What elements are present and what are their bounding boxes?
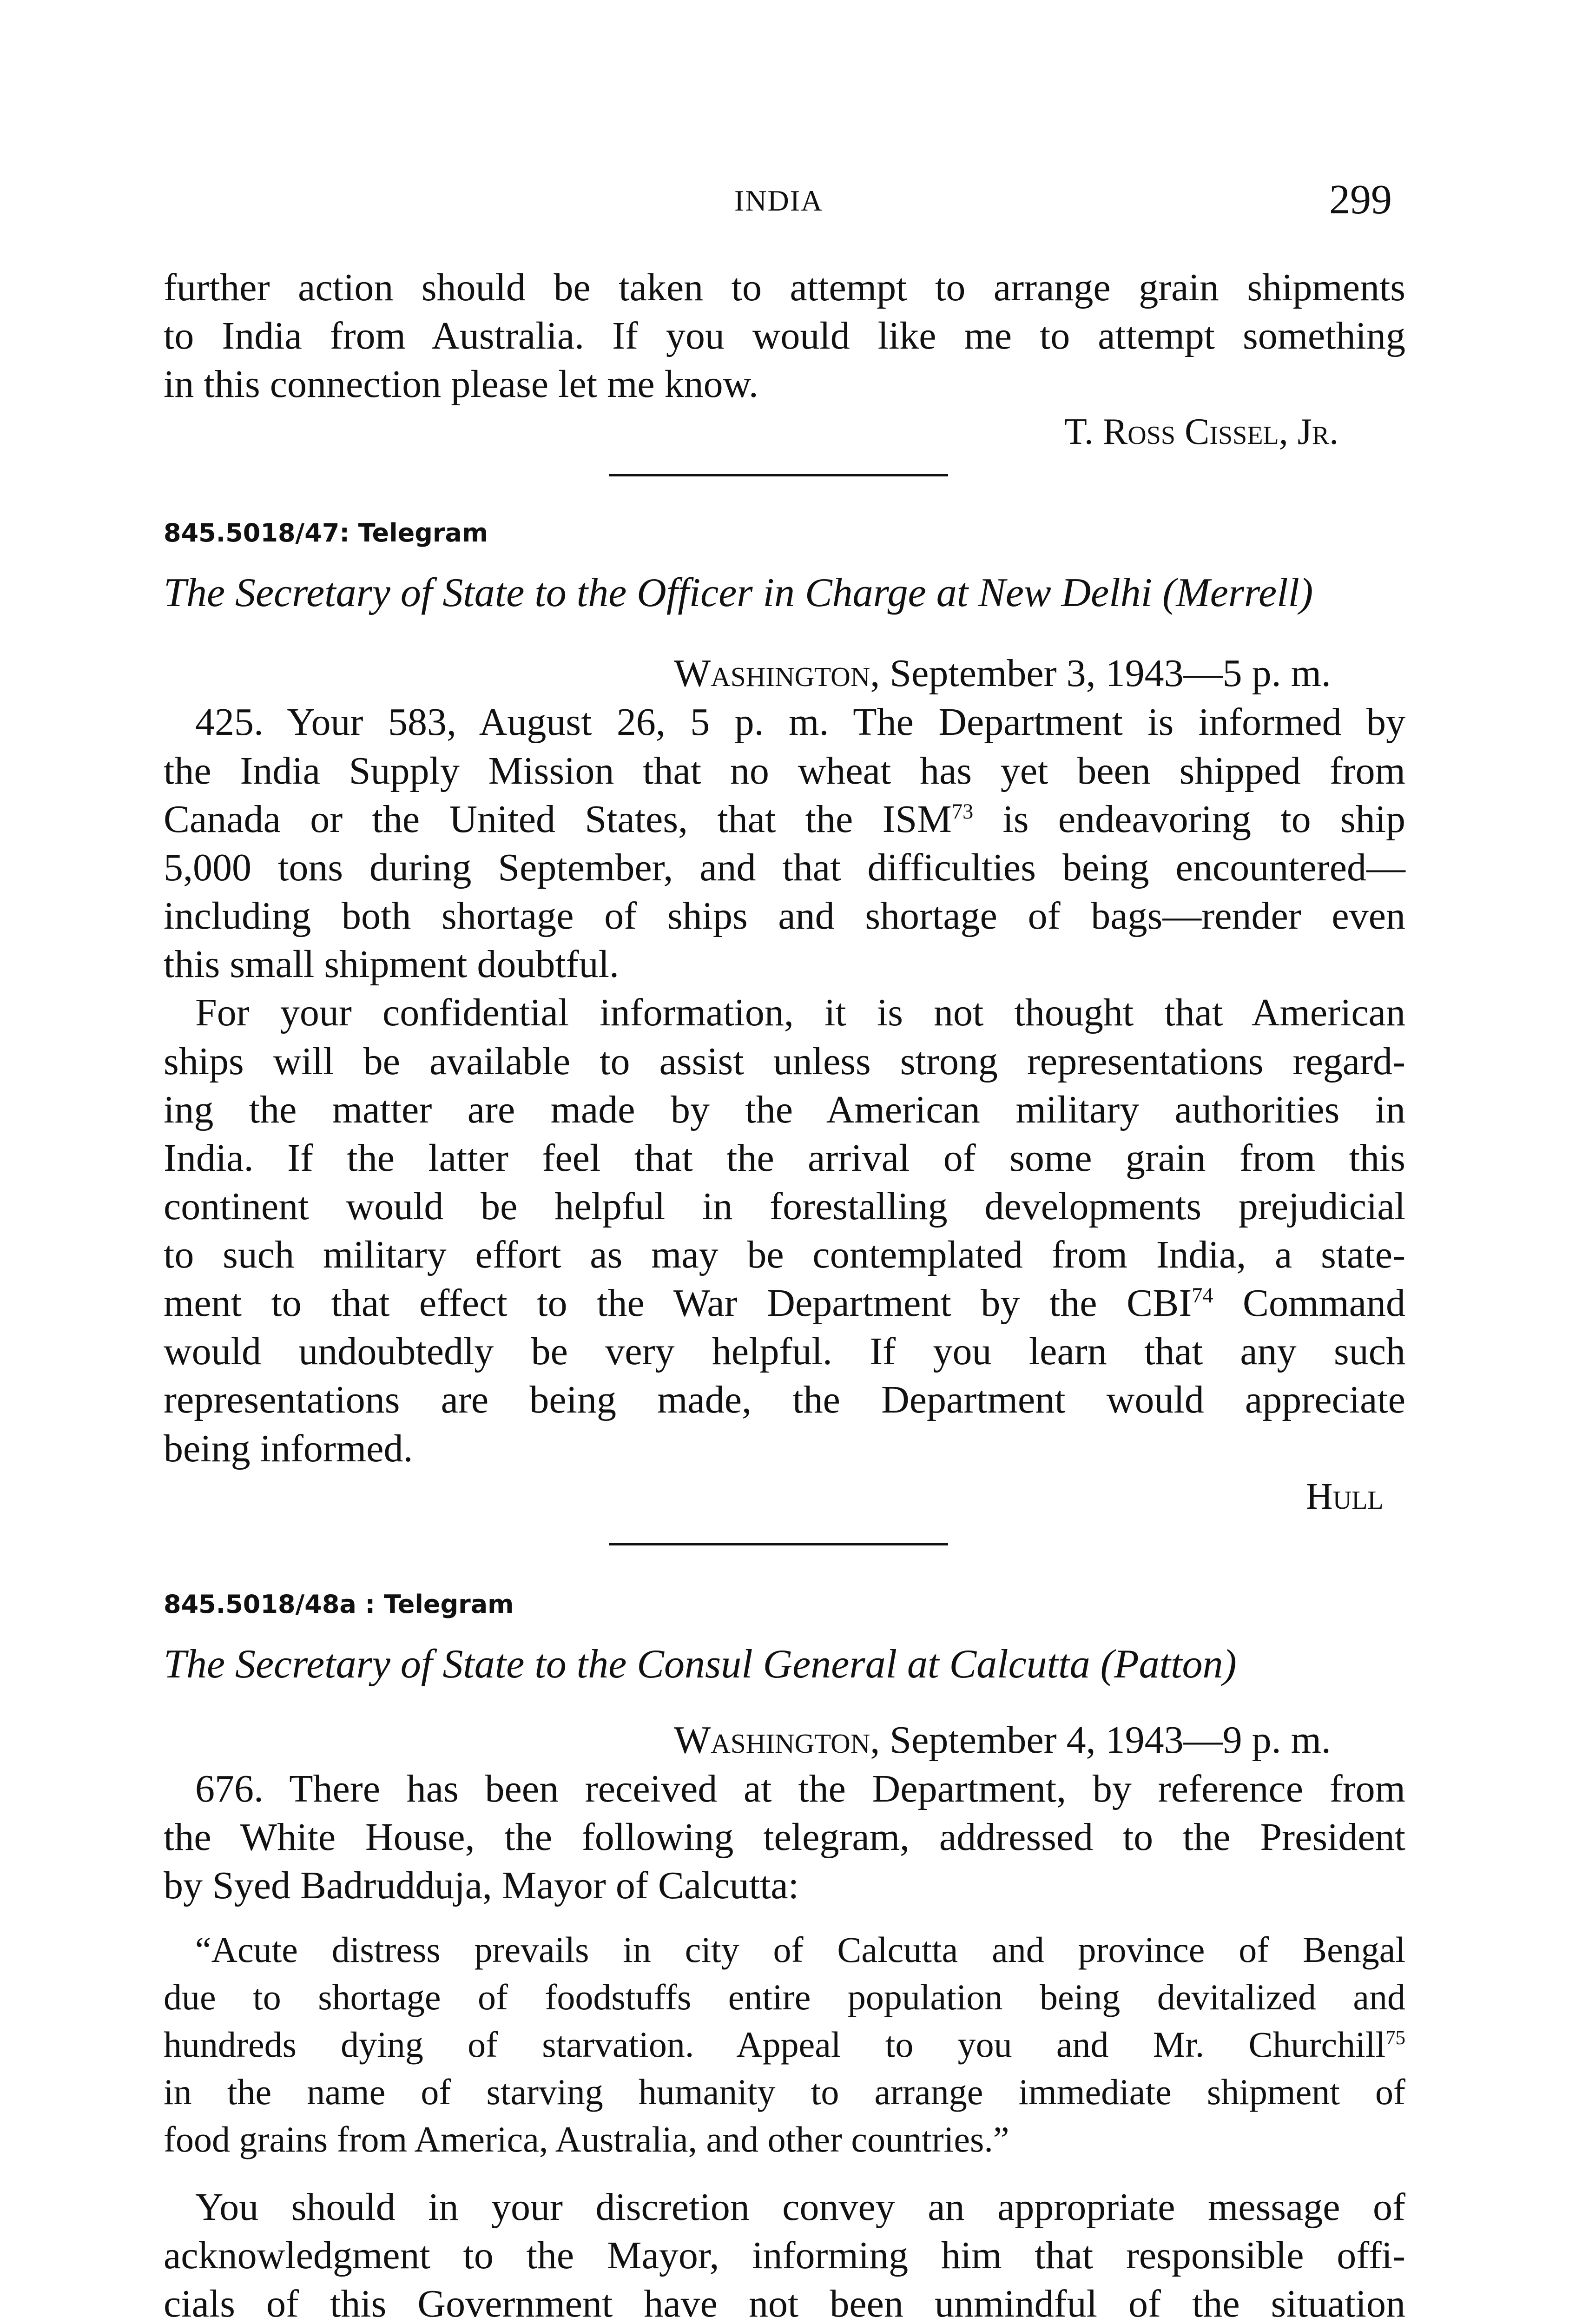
body-line: You should in your discretion convey an appropriate message of [195, 2185, 1405, 2229]
document-heading: The Secretary of State to the Consul General at Calcutta (Patton) [164, 1642, 1237, 1687]
quote-line: “Acute distress prevails in city of Calcutta and province of Bengal [195, 1929, 1405, 1970]
body-line [164, 1281, 1405, 1326]
body-line: representations are being made, the Department would appreciate [164, 1378, 1405, 1421]
quote-line [164, 2024, 1405, 2066]
section-divider [609, 1543, 948, 1545]
body-line: by Syed Badrudduja, Mayor of Calcutta: [164, 1864, 799, 1907]
body-line: continent would be helpful in forestalling developments prejudicial [164, 1185, 1405, 1228]
body-line: 5,000 tons during September, and that difficulties being encountered— [164, 846, 1405, 889]
file-id: 845.5018/47: Telegram [164, 518, 488, 548]
body-text: Canada or the United States, that the ISM [164, 798, 952, 841]
body-text: is endeavoring to ship [973, 798, 1405, 841]
body-line: would undoubtedly be very helpful. If you learn that any such [164, 1330, 1405, 1373]
signature: T. Ross Cissel, Jr. [1064, 411, 1339, 452]
body-line [164, 797, 1405, 842]
quote-text: hundreds dying of starvation. Appeal to you and Mr. Churchill [164, 2024, 1386, 2065]
section-divider [609, 474, 948, 476]
body-text: ment to that effect to the War Department by the CBI [164, 1281, 1192, 1325]
dateline [674, 1717, 1331, 1763]
body-line: ships will be available to assist unless strong representations regard- [164, 1040, 1405, 1083]
signature: Hull [1306, 1476, 1384, 1517]
dateline [674, 651, 1331, 696]
body-line: 425. Your 583, August 26, 5 p. m. The Department is informed by [195, 700, 1405, 744]
quote-line: due to shortage of foodstuffs entire population being devitalized and [164, 1977, 1405, 2017]
body-line: this small shipment doubtful. [164, 943, 619, 986]
body-line: being informed. [164, 1427, 413, 1470]
body-line: 676. There has been received at the Department, by reference from [195, 1767, 1405, 1810]
body-line: to such military effort as may be contemplated from India, a state- [164, 1233, 1405, 1276]
body-line: in this connection please let me know. [164, 363, 758, 406]
body-line: ing the matter are made by the American military authorities in [164, 1088, 1405, 1131]
dateline-place: Washington, [674, 652, 880, 695]
body-line: the White House, the following telegram, addressed to the President [164, 1816, 1405, 1859]
dateline-place: Washington, [674, 1718, 880, 1762]
dateline-date: September 4, 1943—9 p. m. [880, 1718, 1331, 1762]
quote-line: food grains from America, Australia, and other countries.” [164, 2119, 1009, 2159]
body-line: including both shortage of ships and shortage of bags—render even [164, 894, 1405, 938]
footnote-ref: 74 [1192, 1283, 1213, 1307]
body-line: India. If the latter feel that the arrival of some grain from this [164, 1136, 1405, 1180]
body-line: For your confidential information, it is not thought that American [195, 991, 1405, 1034]
page-number: 299 [1329, 177, 1392, 223]
footnote-ref: 73 [951, 799, 974, 823]
body-line: cials of this Government have not been unmindful of the situation [164, 2282, 1405, 2324]
running-head: INDIA [734, 184, 824, 217]
footnote-ref: 75 [1385, 2027, 1405, 2049]
body-line: the India Supply Mission that no wheat has yet been shipped from [164, 749, 1405, 792]
body-line: to India from Australia. If you would like me to attempt something [164, 314, 1405, 357]
quote-line: in the name of starving humanity to arrange immediate shipment of [164, 2072, 1405, 2112]
document-heading: The Secretary of State to the Officer in Charge at New Delhi (Merrell) [164, 570, 1313, 615]
body-line: further action should be taken to attempt to arrange grain shipments [164, 266, 1405, 309]
file-id: 845.5018/48a : Telegram [164, 1590, 514, 1619]
dateline-date: September 3, 1943—5 p. m. [880, 652, 1331, 695]
body-line: acknowledgment to the Mayor, informing him that responsible offi- [164, 2234, 1405, 2277]
body-text: Command [1213, 1281, 1405, 1325]
